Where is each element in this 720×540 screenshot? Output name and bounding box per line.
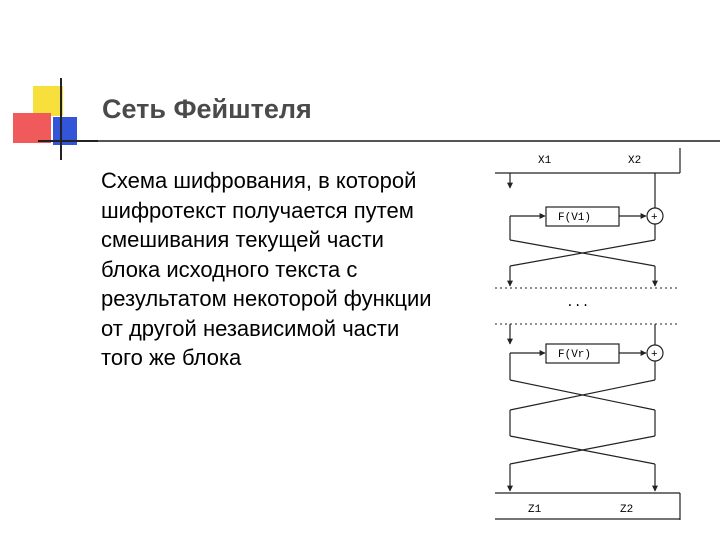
input-left-label: X1 xyxy=(538,155,552,167)
feistel-diagram xyxy=(470,148,690,523)
input-block xyxy=(495,148,680,173)
output-block xyxy=(495,493,680,520)
title-underline-accent xyxy=(38,140,98,142)
rounds-ellipsis: ... xyxy=(566,295,590,310)
svg-text:+: + xyxy=(651,212,658,224)
svg-text:+: + xyxy=(651,349,658,361)
output-right-label: Z2 xyxy=(620,504,634,516)
output-left-label: Z1 xyxy=(528,504,542,516)
slide-body-text: Схема шифрования, в которой шифротекст получается путем смешивания текущей части блока исходного текста с результатом некоторой функции от другой независимой части того же блока xyxy=(101,168,432,370)
title-underline xyxy=(38,140,720,142)
deco-square-red xyxy=(13,113,51,143)
deco-square-yellow xyxy=(33,86,63,116)
round-1-function-label: F(V1) xyxy=(558,212,592,224)
deco-vertical-line xyxy=(60,78,62,160)
round-1 xyxy=(510,173,663,286)
round-n xyxy=(510,324,663,491)
input-right-label: X2 xyxy=(628,155,642,167)
round-n-function-label: F(Vr) xyxy=(558,349,592,361)
slide-title: Сеть Фейштеля xyxy=(102,94,312,124)
